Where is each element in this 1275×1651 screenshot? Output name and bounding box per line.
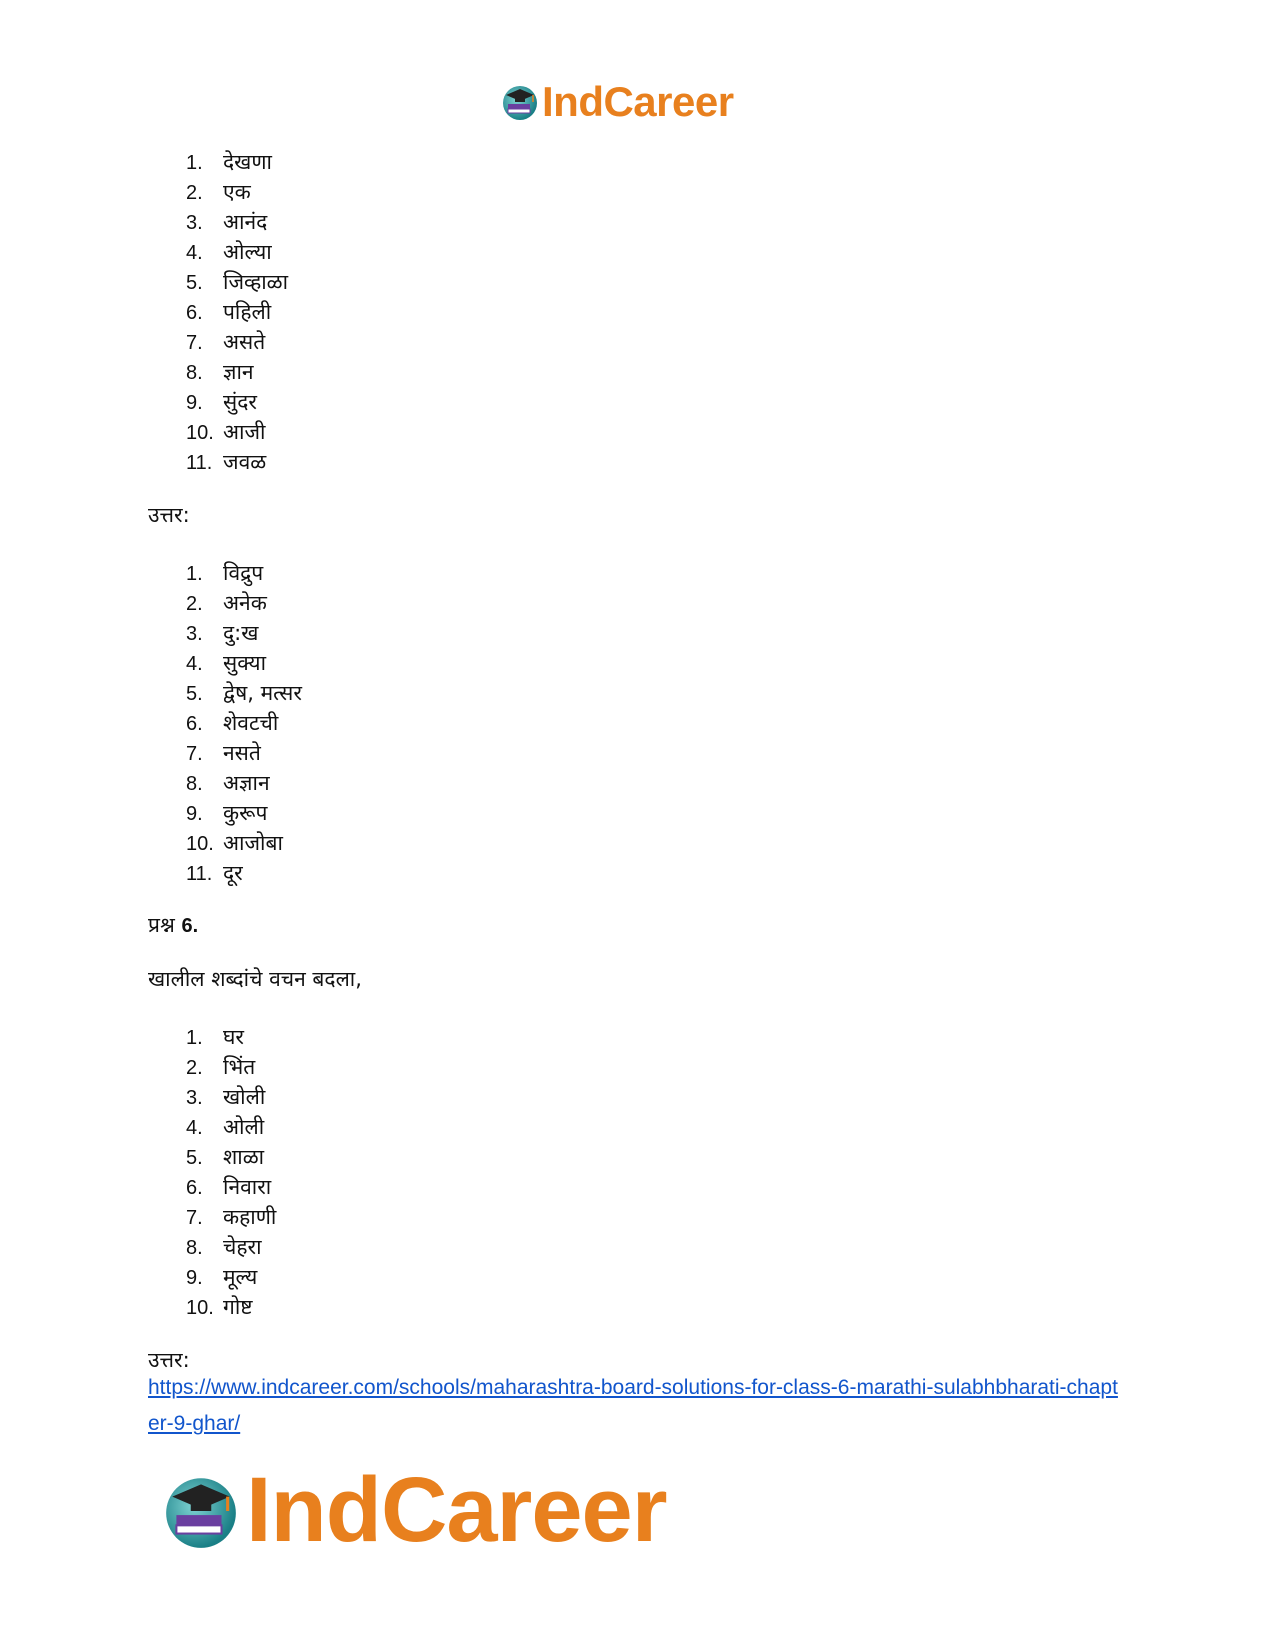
list-item: 4. ओल्या [186, 240, 272, 264]
list-item: 7. नसते [186, 741, 261, 765]
list-item: 9. मूल्य [186, 1265, 258, 1289]
list-item: 8. ज्ञान [186, 360, 254, 384]
list-item: 8. अज्ञान [186, 771, 270, 795]
answer-label: उत्तर: [148, 503, 190, 527]
logo-wordmark: IndCareer [542, 78, 734, 125]
graduation-cap-globe-icon [500, 82, 540, 122]
list-item: 7. असते [186, 330, 266, 354]
list-item: 3. आनंद [186, 210, 268, 234]
list-item: 3. दु:ख [186, 621, 259, 645]
list-item: 1. विद्रुप [186, 561, 264, 585]
list-item: 10. गोष्ट [186, 1295, 253, 1319]
list-item: 4. ओली [186, 1115, 265, 1139]
list-item: 5. जिव्हाळा [186, 270, 289, 294]
list-item: 10. आजी [186, 420, 266, 444]
header-logo [500, 78, 734, 126]
opposites-list [186, 147, 288, 477]
list-item: 2. एक [186, 180, 251, 204]
footer-logo [160, 1458, 667, 1563]
list-item: 6. पहिली [186, 300, 272, 324]
list-item: 11. जवळ [186, 450, 267, 474]
list-item: 9. सुंदर [186, 390, 257, 414]
logo-wordmark: IndCareer [246, 1459, 667, 1561]
answers-list [186, 558, 302, 888]
list-item: 10. आजोबा [186, 831, 283, 855]
list-item: 2. भिंत [186, 1055, 256, 1079]
list-item: 5. द्वेष, मत्सर [186, 681, 302, 705]
graduation-cap-globe-icon [160, 1470, 242, 1552]
list-item: 8. चेहरा [186, 1235, 262, 1259]
source-link[interactable]: https://www.indcareer.com/schools/maharashtra-board-solutions-for-class-6-marathi-sulabhbharati-chapter-9-ghar/ [148, 1376, 1118, 1435]
words-list [186, 1022, 276, 1322]
list-item: 4. सुक्या [186, 651, 267, 675]
question-instruction: खालील शब्दांचे वचन बदला, [148, 967, 362, 991]
list-item: 9. कुरूप [186, 801, 268, 825]
list-item: 1. देखणा [186, 150, 272, 174]
list-item: 5. शाळा [186, 1145, 265, 1169]
list-item: 11. दूर [186, 861, 243, 885]
list-item: 3. खोली [186, 1085, 266, 1109]
list-item: 6. शेवटची [186, 711, 279, 735]
answer-label: उत्तर: [148, 1348, 190, 1372]
list-item: 7. कहाणी [186, 1205, 277, 1229]
list-item: 1. घर [186, 1025, 244, 1049]
list-item: 2. अनेक [186, 591, 267, 615]
question-heading: प्रश्न 6. [148, 913, 199, 937]
list-item: 6. निवारा [186, 1175, 272, 1199]
